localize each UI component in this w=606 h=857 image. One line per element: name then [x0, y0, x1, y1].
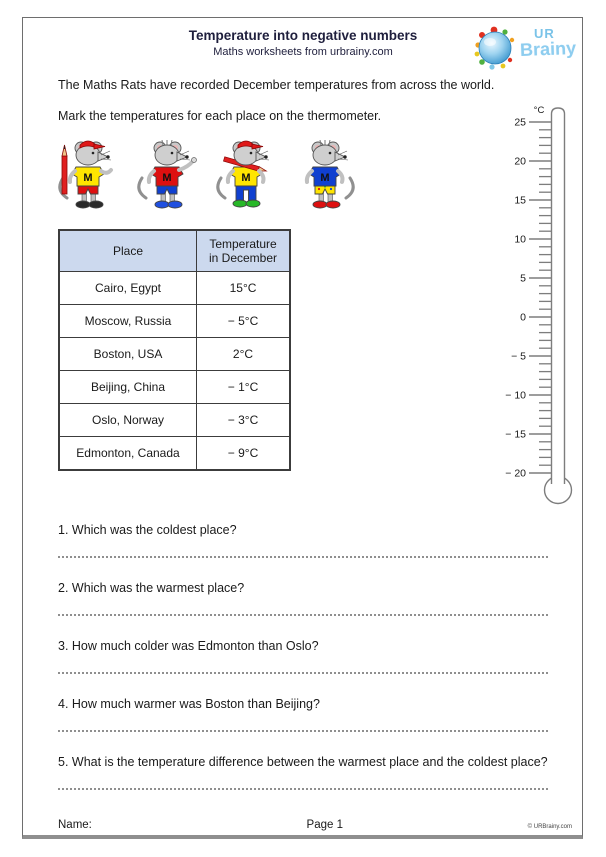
answer-line-1 [58, 556, 548, 558]
maths-rat-3 [213, 140, 279, 212]
thermometer-scale-label: 10 [514, 233, 526, 246]
table-row [59, 371, 290, 404]
question-3: 3. How much colder was Edmonton than Oslo? [58, 639, 319, 653]
thermometer-scale-label: − 10 [505, 389, 526, 402]
copyright-text: © URBrainy.com [527, 824, 572, 830]
place-column-header: Place [59, 230, 197, 272]
rat-shirt-letter: M [83, 172, 93, 184]
table-row [59, 272, 290, 305]
name-label: Name: [58, 819, 92, 831]
thermometer [495, 100, 581, 518]
page-title: Temperature into negative numbers [188, 28, 418, 43]
thermometer-unit-label: °C [533, 105, 545, 116]
table-row [59, 437, 290, 471]
place-cell: Edmonton, Canada [59, 437, 197, 471]
question-block-1 [58, 523, 548, 558]
maths-rat-4 [292, 140, 358, 212]
maths-rat-1 [55, 140, 121, 212]
temperature-header-line1: Temperature [209, 237, 277, 251]
question-block-3 [58, 639, 548, 674]
table-header-row [59, 230, 290, 272]
answer-line-4 [58, 730, 548, 732]
rat-shirt-letter: M [320, 172, 330, 184]
question-5: 5. What is the temperature difference between the warmest place and the coldest place? [58, 755, 548, 769]
question-block-4 [58, 697, 548, 732]
question-4: 4. How much warmer was Boston than Beijing? [58, 697, 320, 711]
thermometer-scale-label: 5 [520, 272, 526, 285]
rat-shirt-letter: M [162, 172, 172, 184]
place-cell: Cairo, Egypt [59, 272, 197, 305]
questions-section [58, 523, 548, 790]
globe-icon [472, 25, 524, 71]
table-row [59, 338, 290, 371]
logo-brainy-text: Brainy [519, 38, 577, 60]
thermometer-scale-label: 25 [514, 116, 526, 129]
question-block-5 [58, 755, 548, 790]
answer-line-5 [58, 788, 548, 790]
temperature-cell: − 3°C [197, 404, 291, 437]
thermometer-scale-label: 20 [514, 155, 526, 168]
temperature-table [58, 229, 291, 471]
temperature-cell: 15°C [197, 272, 291, 305]
temperature-column-header [197, 230, 291, 272]
temperature-cell: − 5°C [197, 305, 291, 338]
question-1: 1. Which was the coldest place? [58, 523, 237, 537]
temperature-cell: 2°C [197, 338, 291, 371]
logo-wordmark [520, 27, 576, 58]
thermometer-scale-label: − 15 [505, 428, 526, 441]
table-row [59, 305, 290, 338]
thermometer-scale-label: 15 [514, 194, 526, 207]
question-2: 2. Which was the warmest place? [58, 581, 245, 595]
page-subtitle: Maths worksheets from urbrainy.com [213, 46, 393, 58]
place-cell: Boston, USA [59, 338, 197, 371]
answer-line-3 [58, 672, 548, 674]
intro-text [58, 78, 548, 123]
temperature-header-line2: in December [208, 251, 278, 265]
place-cell: Moscow, Russia [59, 305, 197, 338]
answer-line-2 [58, 614, 548, 616]
temperature-cell: − 1°C [197, 371, 291, 404]
thermometer-scale-label: − 5 [511, 350, 526, 363]
rat-shirt-letter: M [241, 172, 251, 184]
page-number: Page 1 [306, 819, 343, 831]
thermometer-graphic [495, 100, 581, 518]
urbrainy-logo [472, 25, 576, 71]
logo-ur-text: UR [533, 26, 555, 41]
thermometer-tube [552, 108, 565, 484]
intro-line-1: The Maths Rats have recorded December temperatures from across the world. [58, 78, 495, 92]
maths-rat-2 [134, 140, 200, 212]
thermometer-scale-label: − 20 [505, 467, 526, 480]
question-block-2 [58, 581, 548, 616]
page-footer [58, 819, 572, 831]
place-cell: Oslo, Norway [59, 404, 197, 437]
thermometer-scale-label: 0 [520, 311, 526, 324]
table-row [59, 404, 290, 437]
place-cell: Beijing, China [59, 371, 197, 404]
intro-line-2: Mark the temperatures for each place on the thermometer. [58, 109, 382, 123]
temperature-cell: − 9°C [197, 437, 291, 471]
